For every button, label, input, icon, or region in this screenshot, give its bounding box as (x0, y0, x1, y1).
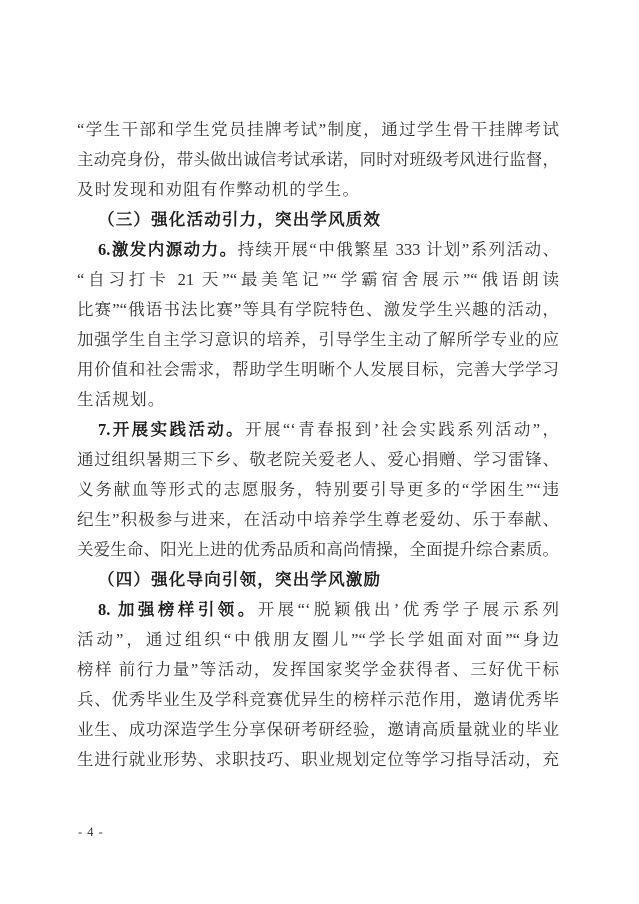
bold-text-segment: 7.开展实践活动。 (98, 420, 246, 439)
section-heading (77, 205, 559, 235)
text-segment: 义务献血等形式的志愿服务，特别要引导更多的“学困生”“违 (77, 480, 559, 499)
text-line (77, 685, 559, 715)
text-segment: 关爱生命、阳光上进的优秀品质和高尚情操，全面提升综合素质。 (77, 540, 559, 559)
text-segment: 用价值和社会需求，帮助学生明晰个人发展目标，完善大学学习 (77, 360, 559, 379)
text-segment: 兵、优秀毕业生及学科竞赛优异生的榜样示范作用，邀请优秀毕 (77, 690, 559, 709)
text-line (77, 715, 559, 745)
text-line (77, 445, 559, 475)
text-segment: 持续开展“中俄繁星 333 计划”系列活动、 (237, 240, 559, 259)
text-line (77, 535, 559, 565)
text-line (77, 265, 559, 295)
text-line (77, 595, 559, 625)
text-segment: 生进行就业形势、求职技巧、职业规划定位等学习指导活动，充 (77, 750, 559, 769)
text-segment: 开展“‘青春报到’社会实践系列活动”， (245, 420, 560, 439)
text-line (77, 145, 559, 175)
text-segment: 比赛”“俄语书法比赛”等具有学院特色、激发学生兴趣的活动， (77, 300, 559, 319)
text-segment: 榜样 前行力量”等活动，发挥国家奖学金获得者、三好优干标 (77, 660, 559, 679)
text-segment: 纪生”积极参与进来，在活动中培养学生尊老爱幼、乐于奉献、 (77, 510, 559, 529)
text-segment: 活动”，通过组织“中俄朋友圈儿”“学长学姐面对面”“身边 (77, 630, 559, 649)
text-segment: 生活规划。 (77, 390, 166, 409)
text-line (77, 115, 559, 145)
page-number: - 4 - (78, 825, 104, 839)
text-segment: 加强学生自主学习意识的培养，引导学生主动了解所学专业的应 (77, 330, 559, 349)
section-heading (77, 565, 559, 595)
text-line (77, 355, 559, 385)
document-body (77, 115, 559, 775)
text-segment: “学生干部和学生党员挂牌考试”制度，通过学生骨干挂牌考试 (77, 120, 559, 139)
bold-text-segment: （三）强化活动引力，突出学风质效 (98, 210, 382, 229)
text-segment: 通过组织暑期三下乡、敬老院关爱老人、爱心捐赠、学习雷锋、 (77, 450, 559, 469)
text-segment: 主动亮身份，带头做出诚信考试承诺，同时对班级考风进行监督， (77, 150, 559, 169)
text-line (77, 505, 559, 535)
text-line (77, 625, 559, 655)
bold-text-segment: 8. 加强榜样引领。 (98, 600, 258, 619)
text-line (77, 475, 559, 505)
text-line (77, 325, 559, 355)
text-line (77, 175, 559, 205)
text-line (77, 415, 559, 445)
text-line (77, 235, 559, 265)
text-segment: 及时发现和劝阻有作弊动机的学生。 (77, 180, 361, 199)
text-segment: 开展“‘脱颖俄出’优秀学子展示系列 (257, 600, 559, 619)
bold-text-segment: 6.激发内源动力。 (98, 240, 238, 259)
bold-text-segment: （四）强化导向引领，突出学风激励 (98, 570, 382, 589)
text-segment: “自习打卡 21 天”“最美笔记”“学霸宿舍展示”“俄语朗读 (77, 270, 559, 289)
text-line (77, 385, 559, 415)
text-line (77, 655, 559, 685)
text-line (77, 295, 559, 325)
text-segment: 业生、成功深造学生分享保研考研经验，邀请高质量就业的毕业 (77, 720, 559, 739)
text-line (77, 745, 559, 775)
